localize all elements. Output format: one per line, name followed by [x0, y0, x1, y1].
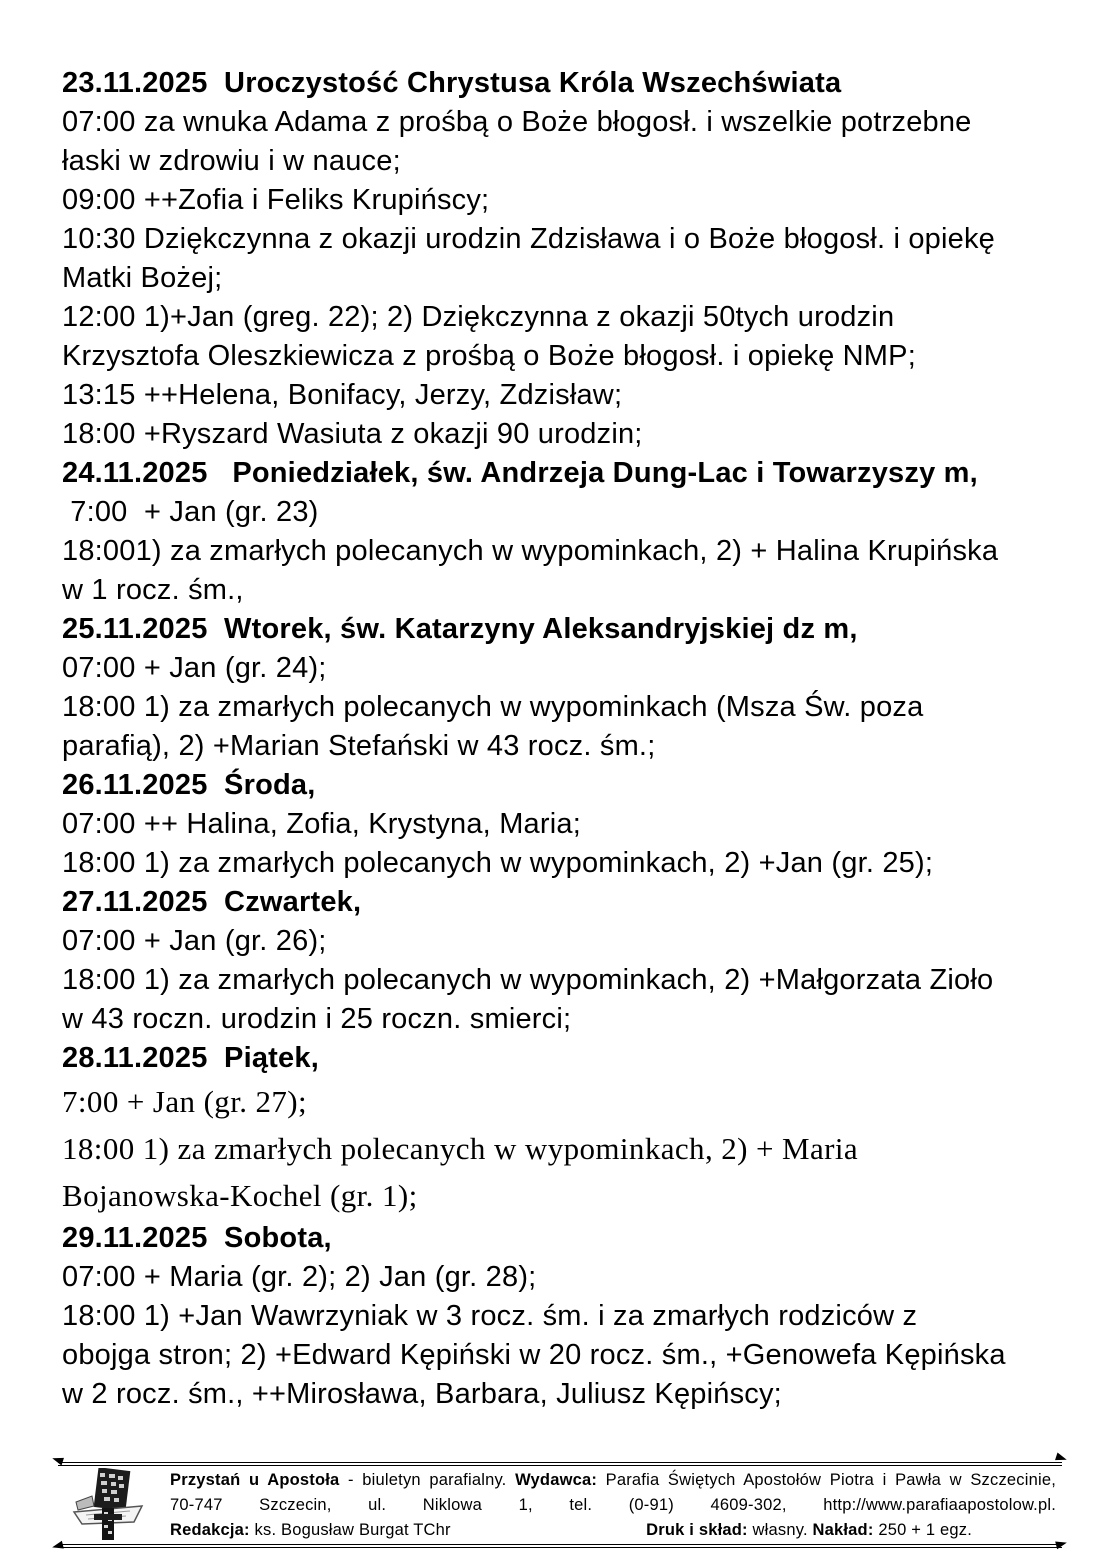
schedule-line: Matki Bożej; [62, 262, 223, 294]
schedule-line: w 2 rocz. śm., ++Mirosława, Barbara, Juliusz Kępińscy; [62, 1378, 782, 1410]
footer-text-segment: Nakład: [812, 1520, 874, 1539]
schedule-line: 23.11.2025 Uroczystość Chrystusa Króla Wszechświata [62, 67, 842, 99]
schedule-line: 28.11.2025 Piątek, [62, 1042, 319, 1074]
schedule-line: w 43 roczn. urodzin i 25 roczn. smierci; [62, 1003, 572, 1035]
footer-line1 [170, 1468, 1056, 1493]
schedule-line: 07:00 + Jan (gr. 24); [62, 652, 327, 684]
schedule-line: 27.11.2025 Czwartek, [62, 886, 362, 918]
schedule-line: 07:00 + Jan (gr. 26); [62, 925, 327, 957]
schedule-line: 18:00 +Ryszard Wasiuta z okazji 90 urodzin; [62, 418, 643, 450]
schedule-line: w 1 rocz. śm., [62, 574, 244, 606]
schedule-line: 12:00 1)+Jan (greg. 22); 2) Dziękczynna z okazji 50tych urodzin [62, 301, 895, 333]
schedule-line: 10:30 Dziękczynna z okazji urodzin Zdzisława i o Boże błogosł. i opiekę [62, 223, 996, 255]
footer-text-segment: 70-747 Szczecin, ul. Niklowa 1, tel. (0-91) 4609-302, http://www.parafiaapostolow.pl. [170, 1495, 1056, 1514]
schedule-line: 18:00 1) +Jan Wawrzyniak w 3 rocz. śm. i za zmarłych rodziców z [62, 1300, 918, 1332]
schedule-line: 18:00 1) za zmarłych polecanych w wypominkach, 2) +Jan (gr. 25); [62, 847, 934, 879]
footer-text-segment: Przystań u Apostoła [170, 1470, 340, 1489]
footer [58, 1462, 1062, 1548]
footer-line2 [170, 1493, 1056, 1518]
schedule-line: 24.11.2025 Poniedziałek, św. Andrzeja Dung-Lac i Towarzyszy m, [62, 457, 978, 489]
schedule-line: 29.11.2025 Sobota, [62, 1222, 332, 1254]
schedule-line: Bojanowska-Kochel (gr. 1); [62, 1178, 418, 1213]
schedule-line: 7:00 + Jan (gr. 23) [62, 496, 319, 528]
schedule-line: 09:00 ++Zofia i Feliks Krupińscy; [62, 184, 490, 216]
schedule [62, 64, 1064, 1414]
schedule-line: łaski w zdrowiu i w nauce; [62, 145, 401, 177]
footer-line3-left [170, 1518, 451, 1543]
parish-logo [66, 1468, 150, 1542]
footer-line3 [170, 1518, 1056, 1543]
schedule-line: 7:00 + Jan (gr. 27); [62, 1084, 308, 1119]
schedule-line: obojga stron; 2) +Edward Kępiński w 20 rocz. śm., +Genowefa Kępińska [62, 1339, 1006, 1371]
footer-text-segment: Druk i skład: [646, 1520, 748, 1539]
footer-text [170, 1468, 1056, 1543]
footer-text-segment: Redakcja: [170, 1520, 250, 1539]
footer-text-segment: Parafia Świętych Apostołów Piotra i Pawła w Szczecinie, [597, 1470, 1056, 1489]
schedule-line: 07:00 + Maria (gr. 2); 2) Jan (gr. 28); [62, 1261, 537, 1293]
schedule-line: 07:00 ++ Halina, Zofia, Krystyna, Maria; [62, 808, 581, 840]
schedule-line: 25.11.2025 Wtorek, św. Katarzyny Aleksandryjskiej dz m, [62, 613, 858, 645]
schedule-line: 18:00 1) za zmarłych polecanych w wypominkach, 2) +Małgorzata Zioło [62, 964, 994, 996]
schedule-line: 26.11.2025 Środa, [62, 769, 316, 801]
footer-text-segment: ks. Bogusław Burgat TChr [249, 1520, 451, 1539]
schedule-line: 18:001) za zmarłych polecanych w wypominkach, 2) + Halina Krupińska [62, 535, 999, 567]
schedule-line: parafią), 2) +Marian Stefański w 43 rocz. śm.; [62, 730, 656, 762]
schedule-line: 18:00 1) za zmarłych polecanych w wypominkach (Msza Św. poza [62, 691, 924, 723]
footer-text-segment: 250 + 1 egz. [873, 1520, 972, 1539]
footer-text-segment: Wydawca: [515, 1470, 598, 1489]
footer-text-segment: - biuletyn parafialny. [339, 1470, 516, 1489]
footer-text-segment: własny. [747, 1520, 813, 1539]
schedule-line: 13:15 ++Helena, Bonifacy, Jerzy, Zdzisław; [62, 379, 623, 411]
schedule-line: Krzysztofa Oleszkiewicza z prośbą o Boże błogosł. i opiekę NMP; [62, 340, 916, 372]
schedule-line: 18:00 1) za zmarłych polecanych w wypominkach, 2) + Maria [62, 1131, 859, 1166]
footer-line3-right [646, 1518, 1056, 1543]
schedule-line: 07:00 za wnuka Adama z prośbą o Boże błogosł. i wszelkie potrzebne [62, 106, 972, 138]
